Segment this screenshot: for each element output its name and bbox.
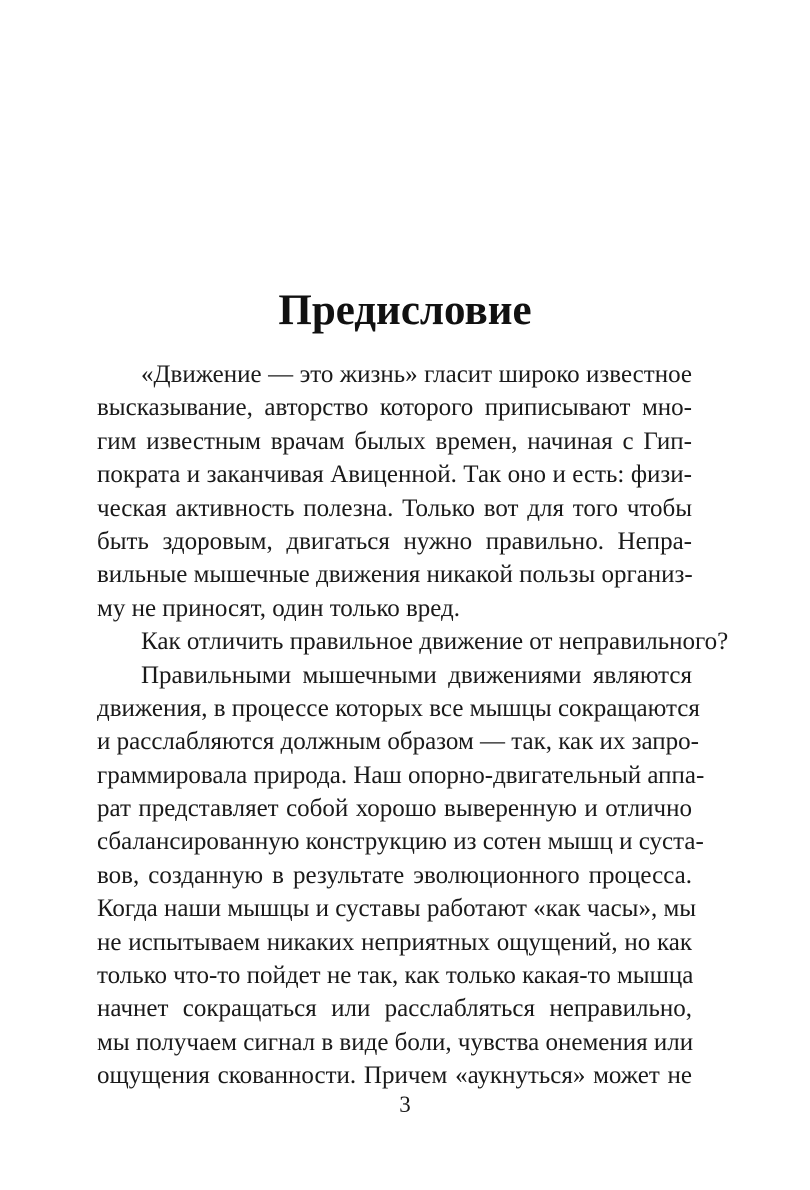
text-line: движения, в процессе которых все мышцы сокращаются <box>97 694 700 722</box>
chapter-title: Предисловие <box>278 287 532 334</box>
text-line: рат представляет собой хорошо выверенную и отлично <box>97 795 692 823</box>
text-line: гим известным врачам былых времен, начиная с Гип- <box>97 427 692 455</box>
text-line: и расслабляются должным образом — так, как их запро- <box>97 728 699 756</box>
text-line: Как отличить правильное движение от неправильного? <box>141 628 729 656</box>
text-line: не испытываем никаких неприятных ощущений, но как <box>97 928 692 956</box>
text-line: ческая активность полезна. Только вот для того чтобы <box>97 494 692 522</box>
text-line: пократа и заканчивая Авиценной. Так оно и есть: физи- <box>97 461 692 489</box>
text-line: вов, созданную в результате эволюционного процесса. <box>97 861 692 889</box>
text-line: Когда наши мышцы и суставы работают «как часы», мы <box>97 895 697 923</box>
text-line: начнет сокращаться или расслабляться неправильно, <box>97 995 692 1023</box>
text-line: «Движение — это жизнь» гласит широко известное <box>141 361 692 388</box>
text-line: мы получаем сигнал в виде боли, чувства онемения или <box>97 1028 694 1056</box>
text-line: только что-то пойдет не так, как только какая-то мышца <box>97 962 694 990</box>
text-line: граммировала природа. Наш опорно-двигательный аппа- <box>97 761 705 789</box>
text-line: вильные мышечные движения никакой пользы организ- <box>97 561 693 589</box>
body-text <box>97 358 729 1093</box>
text-line: му не приносят, один только вред. <box>97 594 461 622</box>
text-line: быть здоровым, двигаться нужно правильно. Непра- <box>97 527 692 555</box>
text-line: сбалансированную конструкцию из сотен мышц и суста- <box>97 828 704 856</box>
text-line: Правильными мышечными движениями являются <box>141 661 692 689</box>
page-number: 3 <box>399 1092 411 1117</box>
text-line: ощущения скованности. Причем «аукнуться» может не <box>97 1062 692 1090</box>
text-line: высказывание, авторство которого приписывают мно- <box>97 394 692 422</box>
